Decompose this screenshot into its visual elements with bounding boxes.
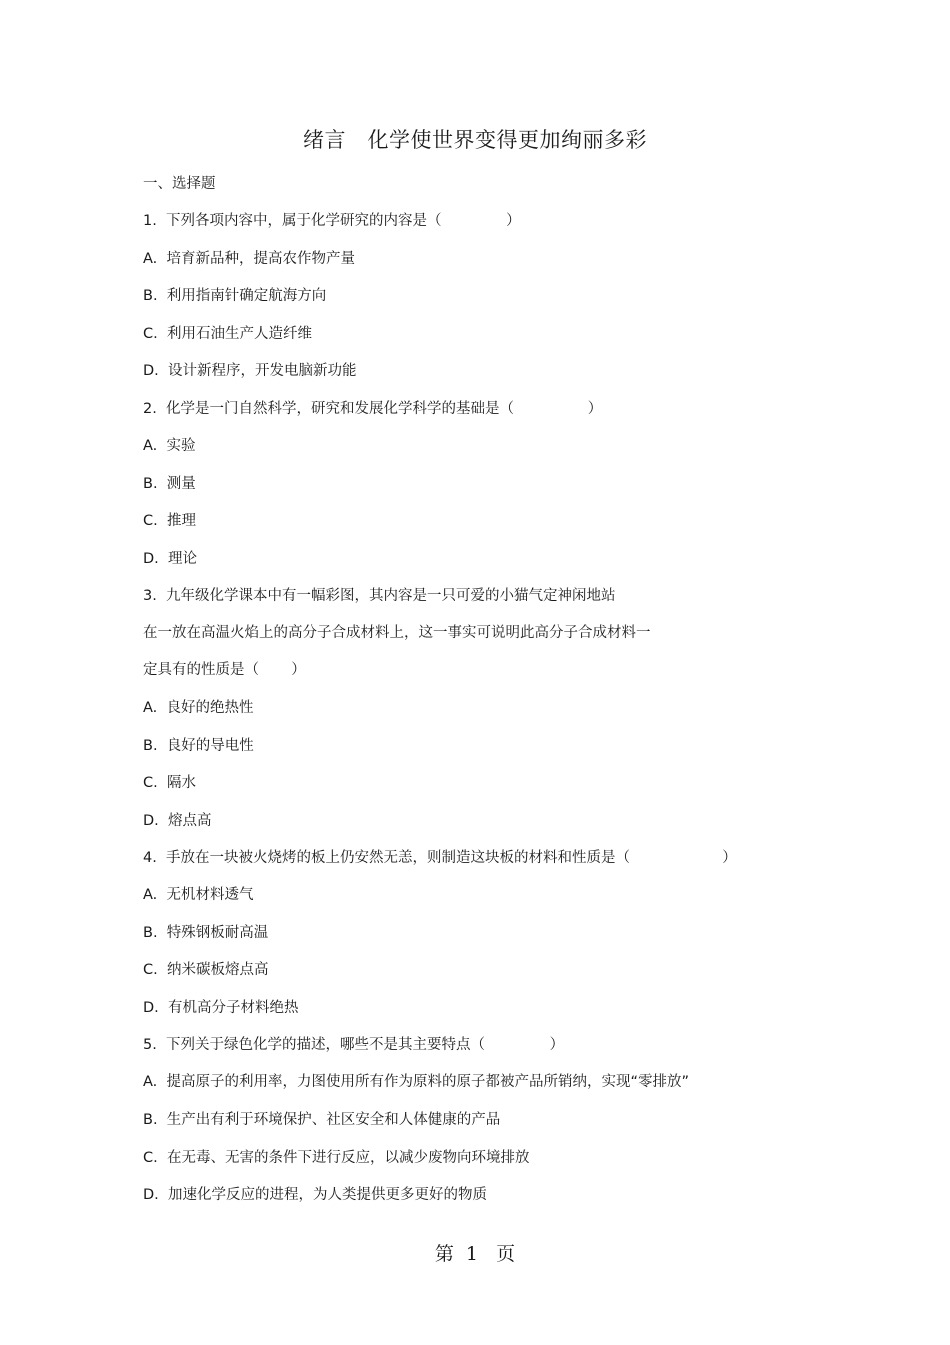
question-1-option-d: D. 设计新程序，开发电脑新功能 <box>143 363 357 379</box>
question-4-option-b: B. 特殊钢板耐高温 <box>143 925 269 941</box>
question-4-stem: 4. 手放在一块被火烧烤的板上仍安然无恙，则制造这块板的材料和性质是（ ） <box>143 850 737 866</box>
question-3-option-c: C. 隔水 <box>143 775 196 791</box>
question-4-option-d: D. 有机高分子材料绝热 <box>143 1000 299 1016</box>
question-3-stem-line-1: 3. 九年级化学课本中有一幅彩图，其内容是一只可爱的小猫气定神闲地站 <box>143 588 616 604</box>
question-4-option-c: C. 纳米碳板熔点高 <box>143 962 269 978</box>
question-5-option-c: C. 在无毒、无害的条件下进行反应，以减少废物向环境排放 <box>143 1150 530 1166</box>
page-number: 第 1 页 <box>434 1243 516 1265</box>
question-4-option-a: A. 无机材料透气 <box>143 887 254 903</box>
question-2-option-a: A. 实验 <box>143 438 196 454</box>
question-2-option-c: C. 推理 <box>143 513 196 529</box>
question-2-option-d: D. 理论 <box>143 551 197 567</box>
question-5-option-d: D. 加速化学反应的进程，为人类提供更多更好的物质 <box>143 1187 487 1203</box>
question-3-option-d: D. 熔点高 <box>143 813 212 829</box>
question-2-option-b: B. 测量 <box>143 476 196 492</box>
section-heading: 一、选择题 <box>143 176 216 192</box>
page-title: 绪言 化学使世界变得更加绚丽多彩 <box>302 128 648 152</box>
question-3-stem-line-2: 在一放在高温火焰上的高分子合成材料上，这一事实可说明此高分子合成材料一 <box>143 625 651 641</box>
question-5-option-b: B. 生产出有利于环境保护、社区安全和人体健康的产品 <box>143 1112 501 1128</box>
question-2-stem: 2. 化学是一门自然科学，研究和发展化学科学的基础是（ ） <box>143 401 603 417</box>
question-3-stem-line-3: 定具有的性质是（ ） <box>143 662 306 678</box>
question-5-stem: 5. 下列关于绿色化学的描述，哪些不是其主要特点（ ） <box>143 1037 565 1053</box>
question-3-option-b: B. 良好的导电性 <box>143 738 254 754</box>
question-1-option-b: B. 利用指南针确定航海方向 <box>143 288 327 304</box>
question-1-stem: 1. 下列各项内容中，属于化学研究的内容是（ ） <box>143 213 521 229</box>
question-3-option-a: A. 良好的绝热性 <box>143 700 254 716</box>
question-5-option-a: A. 提高原子的利用率，力图使用所有作为原料的原子都被产品所销纳，实现“零排放” <box>143 1074 690 1090</box>
question-1-option-c: C. 利用石油生产人造纤维 <box>143 326 312 342</box>
question-1-option-a: A. 培育新品种，提高农作物产量 <box>143 251 355 267</box>
